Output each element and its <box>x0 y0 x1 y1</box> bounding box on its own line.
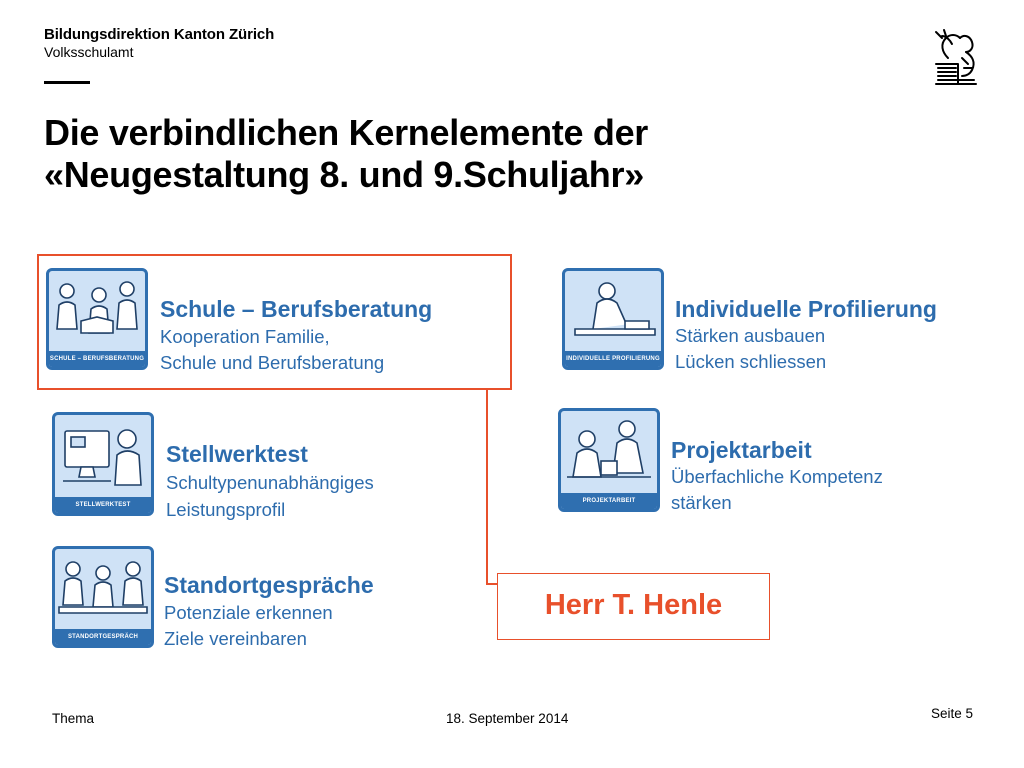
page-number: Seite 5 <box>931 706 974 721</box>
school-career-icon <box>46 268 148 370</box>
icon-caption: STELLWERKTEST <box>55 497 151 513</box>
module-title: Schule – Berufsberatung <box>160 296 433 322</box>
responsible-person-callout: Herr T. Henle <box>497 573 770 640</box>
icon-caption: PROJEKTARBEIT <box>561 493 657 509</box>
module-description: Überfachliche Kompetenz <box>671 466 883 487</box>
individual-profile-icon <box>562 268 664 370</box>
icon-caption: STANDORTGESPRÄCH <box>55 629 151 645</box>
module-description: Kooperation Familie, <box>160 326 330 347</box>
slide-title <box>44 112 648 196</box>
footer-date: 18. September 2014 <box>446 711 569 726</box>
callout-connector <box>486 390 488 584</box>
title-line-1: Die verbindlichen Kernelemente der <box>44 112 648 153</box>
title-line-2: «Neugestaltung 8. und 9.Schuljahr» <box>44 154 644 195</box>
computer-test-icon <box>52 412 154 516</box>
footer-topic: Thema <box>52 711 95 726</box>
module-description: Schultypenunabhängiges <box>166 472 374 493</box>
header-rule <box>44 81 90 84</box>
zurich-lion-crest-icon <box>928 28 984 88</box>
module-title: Stellwerktest <box>166 441 308 467</box>
icon-caption: INDIVIDUELLE PROFILIERUNG <box>565 351 661 367</box>
meeting-icon <box>52 546 154 648</box>
module-description: Ziele vereinbaren <box>164 628 307 649</box>
module-description: stärken <box>671 492 732 513</box>
module-description: Stärken ausbauen <box>675 325 826 346</box>
module-title: Individuelle Profilierung <box>675 296 937 322</box>
module-description: Schule und Berufsberatung <box>160 352 385 373</box>
module-description: Lücken schliessen <box>675 351 827 372</box>
department-name: Volksschulamt <box>44 44 134 60</box>
module-description: Potenziale erkennen <box>164 602 333 623</box>
icon-caption: SCHULE – BERUFSBERATUNG <box>49 351 145 367</box>
module-title: Projektarbeit <box>671 437 812 463</box>
module-title: Standortgespräche <box>164 572 374 598</box>
project-work-icon <box>558 408 660 512</box>
organization-name: Bildungsdirektion Kanton Zürich <box>44 26 275 43</box>
module-description: Leistungsprofil <box>166 499 286 520</box>
